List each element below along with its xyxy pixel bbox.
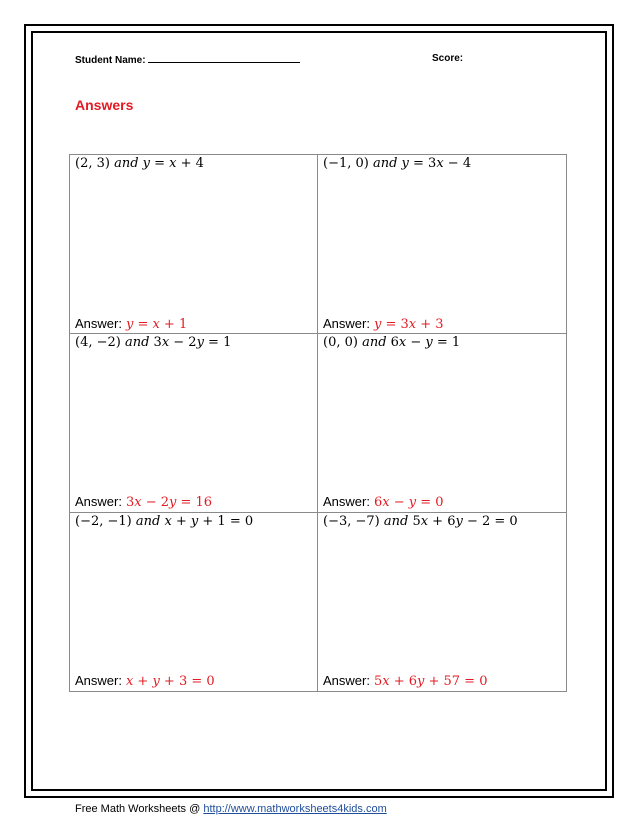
problem-cell-6 [318,513,566,691]
answer-value: 6𝑥 − 𝑦 = 0 [373,495,444,510]
answer-line [323,494,444,510]
problems-grid [69,154,567,692]
problem-cell-1 [70,155,317,333]
problem-question: (4, −2) 𝑎𝑛𝑑 3𝑥 − 2𝑦 = 1 [75,335,232,350]
answer-line [75,494,212,510]
answer-label: Answer: [75,494,122,509]
answer-label: Answer: [75,673,122,688]
section-title: Answers [75,97,134,113]
answer-label: Answer: [323,673,370,688]
answer-label: Answer: [75,316,122,331]
student-name-label: Student Name: [75,55,146,66]
problem-cell-2 [318,155,566,333]
answer-value: 3𝑥 − 2𝑦 = 16 [125,495,213,510]
answer-value: 5𝑥 + 6𝑦 + 57 = 0 [373,674,488,689]
answer-value: 𝑦 = 3𝑥 + 3 [373,317,444,332]
footer-link[interactable]: http://www.mathworksheets4kids.com [203,803,387,815]
student-name-blank[interactable] [148,53,300,63]
footer [75,803,387,815]
answer-value: 𝑦 = 𝑥 + 1 [125,317,188,332]
problem-cell-4 [318,334,566,512]
answer-label: Answer: [323,494,370,509]
problem-question: (−3, −7) 𝑎𝑛𝑑 5𝑥 + 6𝑦 − 2 = 0 [323,514,518,529]
problem-cell-3 [70,334,317,512]
answer-line [323,673,487,689]
score-label: Score: [432,53,464,64]
footer-text: Free Math Worksheets @ [75,803,204,815]
answer-value: 𝑥 + 𝑦 + 3 = 0 [125,674,215,689]
problem-question: (−1, 0) 𝑎𝑛𝑑 𝑦 = 3𝑥 − 4 [323,156,472,171]
answer-label: Answer: [323,316,370,331]
answer-line [75,673,215,689]
answer-line [75,316,187,332]
problem-question: (0, 0) 𝑎𝑛𝑑 6𝑥 − 𝑦 = 1 [323,335,461,350]
problem-question: (2, 3) 𝑎𝑛𝑑 𝑦 = 𝑥 + 4 [75,156,204,171]
problem-cell-5 [70,513,317,691]
student-name-field [75,53,300,66]
answer-line [323,316,444,332]
problem-question: (−2, −1) 𝑎𝑛𝑑 𝑥 + 𝑦 + 1 = 0 [75,514,254,529]
